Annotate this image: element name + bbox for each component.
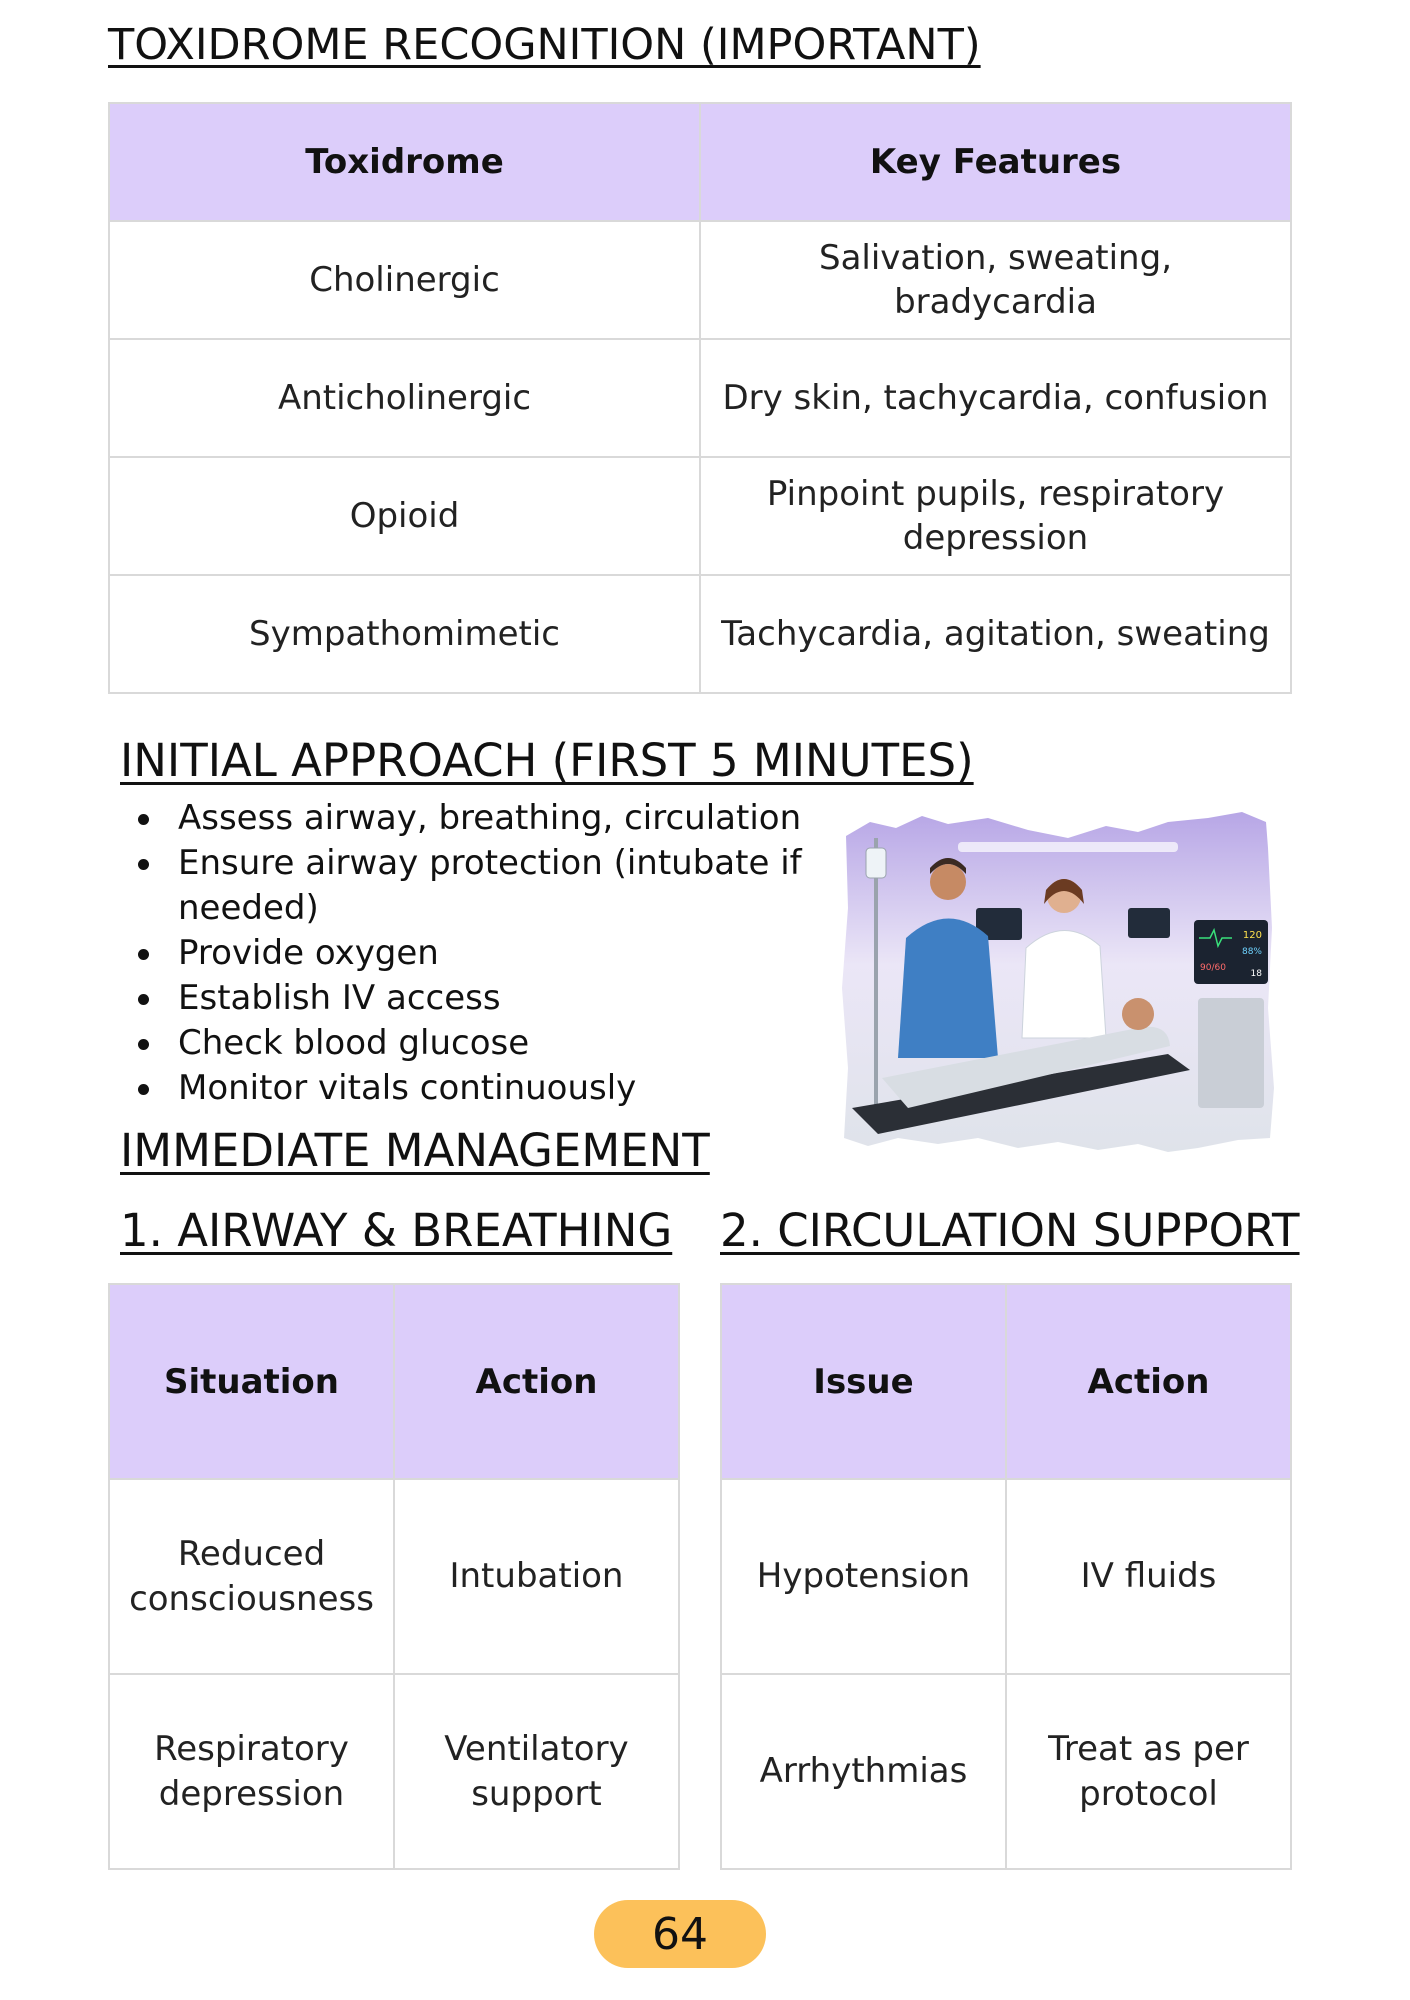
circulation-heading: 2. CIRCULATION SUPPORT (720, 1204, 1300, 1257)
small-monitor (1128, 908, 1170, 938)
emergency-room-photo (838, 808, 1276, 1158)
list-item: Ensure airway protection (intubate if needed) (178, 841, 878, 931)
features-cell: Dry skin, tachycardia, confusion (700, 339, 1291, 457)
table-row (721, 1479, 1291, 1674)
issue-cell: Arrhythmias (721, 1674, 1006, 1869)
svg-text:88%: 88% (1241, 947, 1262, 957)
equipment-cart (1198, 998, 1264, 1108)
list-item: Assess airway, breathing, circulation (178, 796, 878, 841)
column-header-action: Action (394, 1284, 679, 1479)
features-cell: Salivation, sweating, bradycardia (700, 221, 1291, 339)
table-row (109, 1479, 679, 1674)
column-header-situation: Situation (109, 1284, 394, 1479)
situation-cell: Respiratory depression (109, 1674, 394, 1869)
action-cell: Treat as per protocol (1006, 1674, 1291, 1869)
svg-text:120: 120 (1242, 930, 1262, 941)
svg-text:18: 18 (1250, 969, 1262, 979)
column-header-action: Action (1006, 1284, 1291, 1479)
initial-approach-heading: INITIAL APPROACH (FIRST 5 MINUTES) (120, 734, 974, 787)
issue-cell: Hypotension (721, 1479, 1006, 1674)
list-item: Establish IV access (178, 976, 878, 1021)
action-cell: Intubation (394, 1479, 679, 1674)
table-row (109, 457, 1291, 575)
immediate-management-heading: IMMEDIATE MANAGEMENT (120, 1124, 710, 1177)
column-header-issue: Issue (721, 1284, 1006, 1479)
svg-text:90/60: 90/60 (1200, 963, 1226, 973)
action-cell: IV fluids (1006, 1479, 1291, 1674)
table-row (109, 575, 1291, 693)
list-item: Monitor vitals continuously (178, 1066, 878, 1111)
column-header-toxidrome: Toxidrome (109, 103, 700, 221)
ceiling-light (958, 842, 1178, 852)
list-item: Check blood glucose (178, 1021, 878, 1066)
iv-bag (866, 848, 886, 878)
toxidrome-cell: Anticholinergic (109, 339, 700, 457)
toxidrome-cell: Cholinergic (109, 221, 700, 339)
features-cell: Pinpoint pupils, respiratory depression (700, 457, 1291, 575)
table-row (109, 221, 1291, 339)
airway-table (108, 1283, 680, 1870)
page-number-badge (594, 1900, 766, 1968)
toxidrome-table (108, 102, 1292, 694)
table-row (721, 1674, 1291, 1869)
table-row (109, 1674, 679, 1869)
table-row (109, 339, 1291, 457)
toxidrome-cell: Opioid (109, 457, 700, 575)
page-number: 64 (652, 1908, 708, 1960)
toxidrome-cell: Sympathomimetic (109, 575, 700, 693)
list-item: Provide oxygen (178, 931, 878, 976)
action-cell: Ventilatory support (394, 1674, 679, 1869)
vital-monitor (1194, 920, 1268, 984)
column-header-key-features: Key Features (700, 103, 1291, 221)
features-cell: Tachycardia, agitation, sweating (700, 575, 1291, 693)
airway-heading: 1. AIRWAY & BREATHING (120, 1204, 673, 1257)
circulation-table (720, 1283, 1292, 1870)
initial-steps-list (120, 796, 878, 1111)
situation-cell: Reduced consciousness (109, 1479, 394, 1674)
toxidrome-heading: TOXIDROME RECOGNITION (IMPORTANT) (108, 20, 981, 70)
